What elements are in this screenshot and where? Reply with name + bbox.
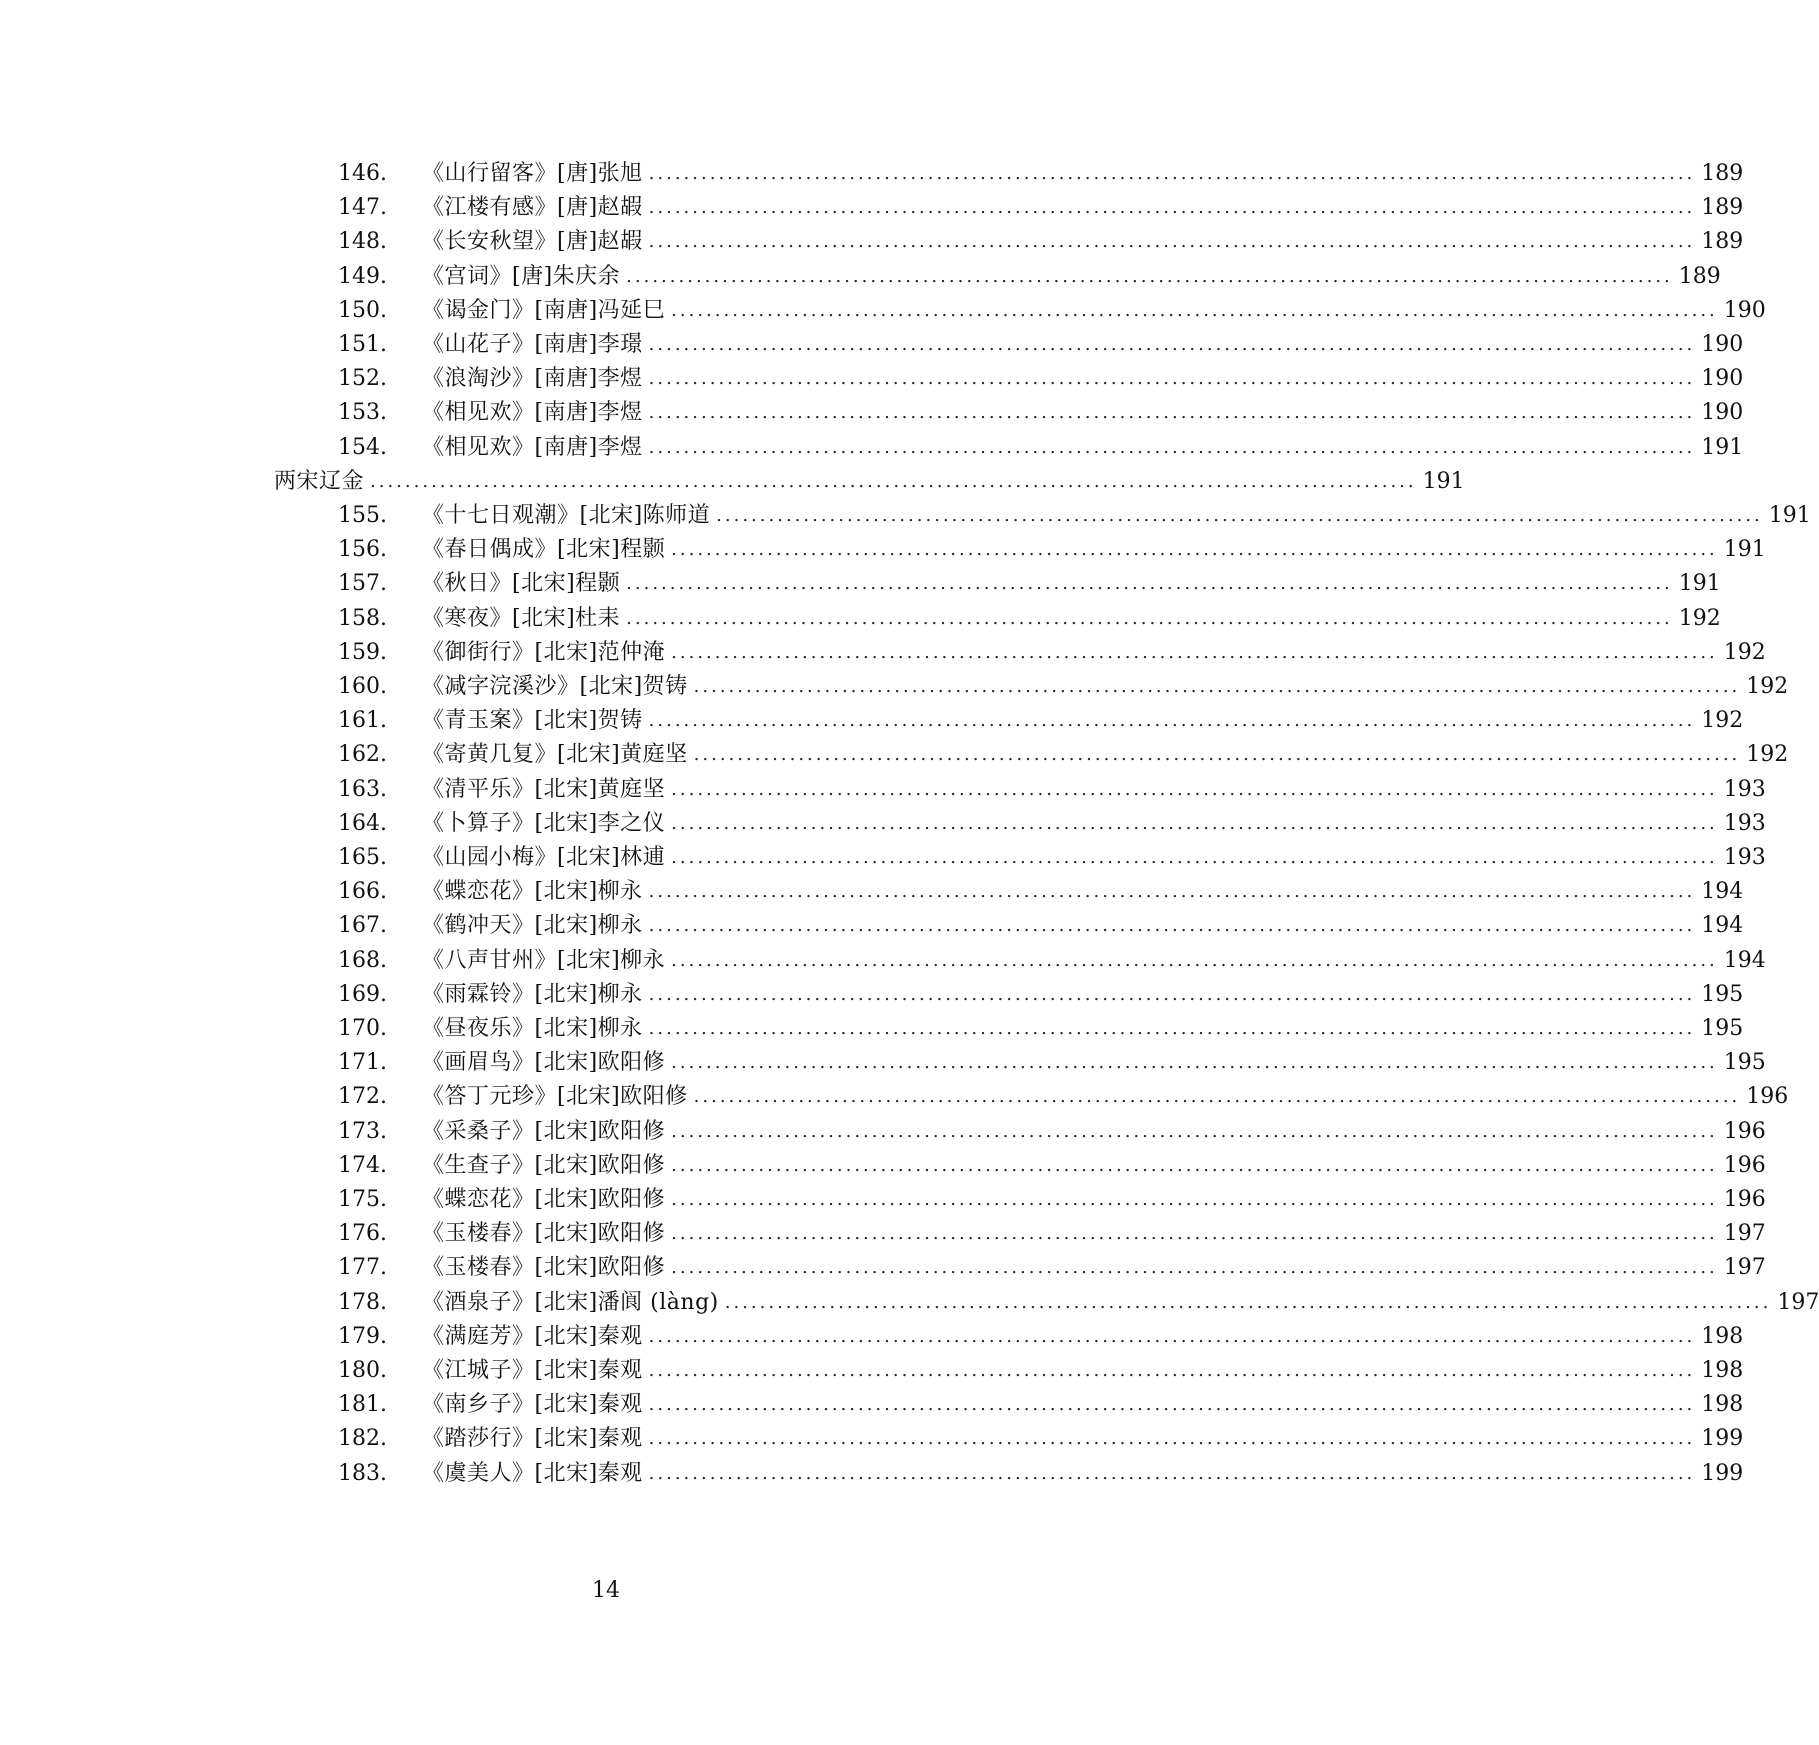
toc-entry-title: 《减字浣溪沙》[北宋]贺铸 — [422, 674, 688, 699]
toc-entry-number: 159. — [338, 639, 387, 665]
toc-entry — [338, 1012, 1744, 1046]
toc-entry-number: 148. — [338, 229, 387, 255]
toc-page-ref: 192 — [1723, 639, 1766, 665]
toc-entry-title: 《蝶恋花》[北宋]柳永 — [422, 879, 643, 905]
toc-entry-number: 178. — [338, 1289, 387, 1315]
toc-entry-title: 《昼夜乐》[北宋]柳永 — [422, 1016, 643, 1041]
dot-leader: ........................................................................................................................ — [648, 436, 1696, 458]
toc-entry — [338, 944, 1766, 978]
dot-leader: ........................................................................................................................ — [648, 915, 1696, 937]
toc-entry — [338, 1422, 1744, 1456]
toc-entry — [338, 567, 1721, 601]
toc-entry — [338, 191, 1744, 225]
dot-leader: ........................................................................................................................ — [626, 607, 1673, 629]
toc-entry-number: 162. — [338, 742, 387, 768]
toc-page-ref: 196 — [1723, 1118, 1766, 1144]
toc-entry-number: 149. — [338, 263, 387, 289]
dot-leader: ........................................................................................................................ — [671, 299, 1718, 321]
toc-page-ref: 194 — [1723, 947, 1766, 973]
toc-entry-number: 176. — [338, 1221, 387, 1247]
toc-page-ref: 190 — [1701, 400, 1744, 426]
toc-entry-number: 151. — [338, 332, 387, 357]
toc-entry-title: 《生查子》[北宋]欧阳修 — [422, 1152, 666, 1178]
toc-entry-title: 《虞美人》[北宋]秦观 — [422, 1460, 643, 1486]
toc-entry-number: 175. — [338, 1187, 387, 1212]
toc-entry-number: 170. — [338, 1016, 387, 1041]
dot-leader: ........................................................................................................................ — [671, 812, 1718, 834]
toc-page-ref: 195 — [1701, 1016, 1744, 1041]
dot-leader: ........................................................................................................................ — [648, 1394, 1696, 1416]
toc-entry — [338, 533, 1766, 567]
toc-page-ref: 196 — [1723, 1152, 1766, 1178]
toc-entry-title: 《浪淘沙》[南唐]李煜 — [422, 366, 643, 392]
toc-page-ref: 189 — [1678, 263, 1721, 289]
dot-leader: ........................................................................................................................ — [716, 505, 1763, 526]
dot-leader: ........................................................................................................................ — [648, 402, 1696, 424]
toc-page-ref: 194 — [1701, 879, 1744, 905]
dot-leader: ........................................................................................................................ — [671, 1223, 1718, 1245]
toc-page-ref: 197 — [1777, 1289, 1819, 1315]
toc-entry-title: 《江城子》[北宋]秦观 — [422, 1358, 643, 1383]
toc-page-ref: 196 — [1723, 1187, 1766, 1212]
toc-page-ref: 196 — [1746, 1084, 1789, 1110]
toc-entry-title: 《寄黄几复》[北宋]黄庭坚 — [422, 742, 688, 768]
toc-page-ref: 189 — [1701, 229, 1744, 255]
toc-entry — [338, 294, 1766, 328]
toc-entry — [338, 909, 1744, 943]
toc-page-ref: 192 — [1746, 742, 1789, 768]
toc-entry-number: 168. — [338, 947, 387, 973]
toc-entry-title: 《雨霖铃》[北宋]柳永 — [422, 981, 643, 1007]
toc-page-ref: 195 — [1723, 1050, 1766, 1076]
dot-leader: ........................................................................................................................ — [671, 1052, 1718, 1074]
toc-page-ref: 193 — [1723, 776, 1766, 802]
toc-page-ref: 198 — [1701, 1323, 1744, 1349]
toc-page-ref: 191 — [1422, 468, 1465, 494]
toc-entry-title: 《春日偶成》[北宋]程颢 — [422, 537, 666, 563]
dot-leader: ........................................................................................................................ — [648, 1360, 1696, 1381]
dot-leader: ........................................................................................................................ — [693, 744, 1741, 766]
toc-entry-title: 《满庭芳》[北宋]秦观 — [422, 1323, 643, 1349]
toc-page-ref: 193 — [1723, 845, 1766, 870]
toc-entry-number: 173. — [338, 1118, 387, 1144]
toc-page-ref: 195 — [1701, 981, 1744, 1007]
dot-leader: ........................................................................................................................ — [648, 983, 1696, 1005]
toc-entry-number: 152. — [338, 366, 387, 392]
dot-leader: ........................................................................................................................ — [693, 676, 1741, 697]
toc-entry-number: 181. — [338, 1392, 387, 1418]
toc-entry — [338, 670, 1789, 704]
toc-entry-title: 《御街行》[北宋]范仲淹 — [422, 639, 666, 665]
toc-entry-number: 179. — [338, 1323, 387, 1349]
toc-entry-number: 157. — [338, 571, 387, 597]
dot-leader: ........................................................................................................................ — [626, 573, 1673, 595]
toc-entry-title: 《相见欢》[南唐]李煜 — [422, 434, 643, 460]
toc-entry — [338, 1388, 1744, 1422]
toc-entry-title: 《谒金门》[南唐]冯延巳 — [422, 297, 666, 323]
toc-entry-title: 《寒夜》[北宋]杜耒 — [422, 605, 621, 631]
dot-leader: ........................................................................................................................ — [671, 1257, 1718, 1279]
toc-entry-title: 《宫词》[唐]朱庆余 — [422, 263, 621, 289]
toc-section-title: 两宋辽金 — [274, 468, 365, 494]
toc-entry-title: 《南乡子》[北宋]秦观 — [422, 1392, 643, 1418]
dot-leader: ........................................................................................................................ — [648, 1018, 1696, 1039]
toc-entry — [338, 773, 1766, 807]
dot-leader: ........................................................................................................................ — [648, 197, 1696, 219]
dot-leader: ........................................................................................................................ — [671, 1189, 1718, 1210]
toc-entry — [338, 704, 1744, 738]
toc-entry-number: 166. — [338, 879, 387, 905]
toc-entry — [338, 225, 1744, 259]
toc-entry — [338, 499, 1811, 533]
toc-entry — [338, 1115, 1766, 1149]
toc-page-ref: 194 — [1701, 913, 1744, 939]
toc-entry-title: 《玉楼春》[北宋]欧阳修 — [422, 1221, 666, 1247]
toc-entry-number: 163. — [338, 776, 387, 802]
toc-entry — [338, 1183, 1766, 1217]
toc-entry-number: 158. — [338, 605, 387, 631]
toc-entry — [338, 1286, 1819, 1320]
toc-entry-number: 183. — [338, 1460, 387, 1486]
toc-entry-number: 155. — [338, 503, 387, 528]
toc-entry — [338, 1457, 1744, 1491]
toc-entry — [338, 841, 1766, 875]
dot-leader: ........................................................................................................................ — [626, 265, 1673, 287]
toc-entry — [338, 260, 1721, 294]
toc-entry-title: 《答丁元珍》[北宋]欧阳修 — [422, 1084, 688, 1110]
toc-entry — [338, 157, 1744, 191]
toc-entry-title: 《酒泉子》[北宋]潘阆 (làng) — [422, 1289, 719, 1315]
dot-leader: ........................................................................................................................ — [671, 847, 1718, 868]
dot-leader: ........................................................................................................................ — [724, 1291, 1772, 1313]
toc-entry-title: 《山行留客》[唐]张旭 — [422, 161, 643, 186]
dot-leader: ........................................................................................................................ — [648, 368, 1696, 390]
toc-page-ref: 199 — [1701, 1426, 1744, 1452]
toc-entry-title: 《卜算子》[北宋]李之仪 — [422, 810, 666, 836]
toc-entry — [338, 602, 1721, 636]
dot-leader: ........................................................................................................................ — [370, 470, 1417, 492]
toc-entry — [338, 875, 1744, 909]
toc-entry-title: 《玉楼春》[北宋]欧阳修 — [422, 1255, 666, 1281]
toc-entry-number: 153. — [338, 400, 387, 426]
toc-entry-title: 《画眉鸟》[北宋]欧阳修 — [422, 1050, 666, 1076]
toc-entry — [338, 362, 1744, 396]
toc-entry — [338, 1217, 1766, 1251]
toc-entry-title: 《十七日观潮》[北宋]陈师道 — [422, 503, 711, 528]
toc-entry-title: 《秋日》[北宋]程颢 — [422, 571, 621, 597]
toc-entry — [338, 1080, 1789, 1114]
toc-entry-number: 164. — [338, 810, 387, 836]
toc-page-ref: 193 — [1723, 810, 1766, 836]
toc-page-ref: 191 — [1768, 503, 1811, 528]
toc-entry — [338, 431, 1744, 465]
toc-page-ref: 190 — [1701, 366, 1744, 392]
toc-entry-title: 《山园小梅》[北宋]林逋 — [422, 845, 666, 870]
toc-entry-title: 《踏莎行》[北宋]秦观 — [422, 1426, 643, 1452]
toc-entry-number: 165. — [338, 845, 387, 870]
toc-entry — [338, 396, 1744, 430]
toc-entry — [338, 1149, 1766, 1183]
dot-leader: ........................................................................................................................ — [671, 641, 1718, 663]
dot-leader: ........................................................................................................................ — [671, 949, 1718, 971]
toc-entry-number: 182. — [338, 1426, 387, 1452]
dot-leader: ........................................................................................................................ — [648, 334, 1696, 355]
toc-entry-number: 156. — [338, 537, 387, 563]
toc-entry-title: 《青玉案》[北宋]贺铸 — [422, 708, 643, 734]
toc-entry-number: 147. — [338, 195, 387, 221]
dot-leader: ........................................................................................................................ — [671, 1120, 1718, 1142]
toc-page-ref: 191 — [1701, 434, 1744, 460]
page-number: 14 — [592, 1578, 620, 1603]
dot-leader: ........................................................................................................................ — [671, 539, 1718, 561]
dot-leader: ........................................................................................................................ — [648, 710, 1696, 732]
dot-leader: ........................................................................................................................ — [648, 1462, 1696, 1484]
toc-entry-number: 167. — [338, 913, 387, 939]
toc-entry-number: 174. — [338, 1152, 387, 1178]
toc-page-ref: 190 — [1723, 297, 1766, 323]
toc-entry-title: 《相见欢》[南唐]李煜 — [422, 400, 643, 426]
toc-entry-number: 161. — [338, 708, 387, 734]
toc-entry-number: 180. — [338, 1358, 387, 1383]
toc-entry-number: 171. — [338, 1050, 387, 1076]
toc-page-ref: 198 — [1701, 1358, 1744, 1383]
toc-page-ref: 198 — [1701, 1392, 1744, 1418]
toc-entry-title: 《八声甘州》[北宋]柳永 — [422, 947, 666, 973]
toc-entry — [338, 328, 1744, 362]
toc-entry-title: 《长安秋望》[唐]赵嘏 — [422, 229, 643, 255]
dot-leader: ........................................................................................................................ — [671, 778, 1718, 800]
toc-page-ref: 197 — [1723, 1221, 1766, 1247]
toc-page-ref: 190 — [1701, 332, 1744, 357]
toc-entry-number: 172. — [338, 1084, 387, 1110]
toc-entry — [338, 1251, 1766, 1285]
dot-leader: ........................................................................................................................ — [648, 1325, 1696, 1347]
toc-entry-number: 150. — [338, 297, 387, 323]
toc-page-ref: 189 — [1701, 161, 1744, 186]
dot-leader: ........................................................................................................................ — [648, 881, 1696, 903]
toc-page-ref: 189 — [1701, 195, 1744, 221]
toc-page-ref: 191 — [1723, 537, 1766, 563]
toc-page-ref: 199 — [1701, 1460, 1744, 1486]
toc-entry-number: 160. — [338, 674, 387, 699]
toc-entry-number: 169. — [338, 981, 387, 1007]
toc-entry-number: 154. — [338, 434, 387, 460]
toc-entry — [338, 807, 1766, 841]
toc-entry — [338, 1046, 1766, 1080]
toc-entry-title: 《山花子》[南唐]李璟 — [422, 332, 643, 357]
toc-entry-number: 177. — [338, 1255, 387, 1281]
toc-section-heading — [274, 465, 1465, 499]
toc-page-ref: 191 — [1678, 571, 1721, 597]
toc-entry — [338, 978, 1744, 1012]
toc-page-ref: 192 — [1701, 708, 1744, 734]
toc-entry-title: 《鹤冲天》[北宋]柳永 — [422, 913, 643, 939]
toc-entry — [338, 1354, 1744, 1388]
dot-leader: ........................................................................................................................ — [693, 1086, 1741, 1108]
dot-leader: ........................................................................................................................ — [648, 231, 1696, 253]
toc-entry — [338, 738, 1789, 772]
toc-page-ref: 192 — [1746, 674, 1789, 699]
toc-entry-title: 《蝶恋花》[北宋]欧阳修 — [422, 1187, 666, 1212]
toc-page-ref: 197 — [1723, 1255, 1766, 1281]
dot-leader: ........................................................................................................................ — [648, 1428, 1696, 1450]
toc-entry-title: 《采桑子》[北宋]欧阳修 — [422, 1118, 666, 1144]
toc-entry — [338, 1320, 1744, 1354]
toc-entry-title: 《江楼有感》[唐]赵嘏 — [422, 195, 643, 221]
toc-page-ref: 192 — [1678, 605, 1721, 631]
dot-leader: ........................................................................................................................ — [671, 1154, 1718, 1176]
toc-entry-title: 《清平乐》[北宋]黄庭坚 — [422, 776, 666, 802]
dot-leader: ........................................................................................................................ — [648, 163, 1696, 184]
toc-entry — [338, 636, 1766, 670]
toc-entry-number: 146. — [338, 161, 387, 186]
